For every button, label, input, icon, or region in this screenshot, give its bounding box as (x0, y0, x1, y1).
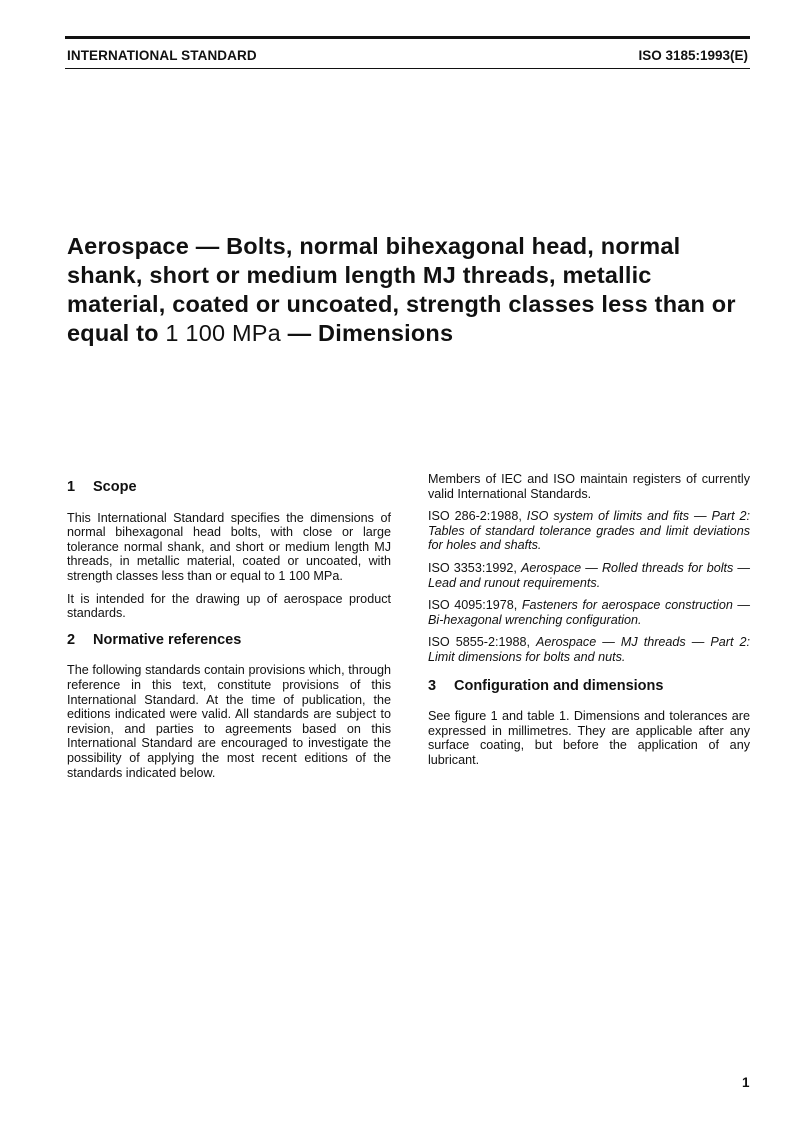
scope-paragraph-1: This International Standard specifies the dimensions of normal bihexagonal head bolts, with close or large tolerance normal shank, and short or medium length MJ threads, in metallic material, coated or uncoated, with strength classes less than or equal to 1 100 MPa. (67, 510, 391, 583)
reference-item (428, 561, 750, 590)
reference-title: Aerospace — Rolled threads for bolts — Lead and runout requirements. (428, 560, 750, 590)
left-column (67, 472, 391, 788)
header-rule-top (65, 36, 750, 39)
reference-item (428, 509, 750, 553)
right-column (428, 472, 750, 776)
section-heading-normative-references (67, 633, 391, 648)
reference-number: ISO 286-2:1988, (428, 509, 522, 524)
document-type-label: INTERNATIONAL STANDARD (67, 48, 257, 63)
reference-number: ISO 5855-2:1988, (428, 635, 530, 650)
scope-paragraph-2: It is intended for the drawing up of aerospace product standards. (67, 591, 391, 621)
reference-item (428, 635, 750, 664)
configuration-paragraph: See figure 1 and table 1. Dimensions and tolerances are expressed in millimetres. They are applicable after any surface coating, but before the application of any lubricant. (428, 709, 750, 767)
title-main: Aerospace — Bolts, normal bihexagonal head, normal shank, short or medium length MJ threads, metallic material, coated or uncoated, strength classes less than or equal to (67, 233, 736, 346)
title-tail: — Dimensions (287, 320, 454, 346)
header-rule-bottom (65, 68, 750, 69)
section-title: Configuration and dimensions (454, 677, 664, 694)
normative-paragraph-1: The following standards contain provisions which, through reference in this text, constitute provisions of this International Standard. At the time of publication, the editions indicated were valid. All standards are subject to revision, and parties to agreements based on this International Standard are encouraged to investigate the possibility of applying the most recent editions of the standards indicated below. (67, 663, 391, 780)
title-value: 1 100 MPa (165, 320, 281, 346)
normative-paragraph-2: Members of IEC and ISO maintain registers of currently valid International Standards. (428, 472, 750, 501)
reference-number: ISO 3353:1992, (428, 560, 517, 575)
section-number: 1 (67, 479, 76, 495)
reference-item (428, 598, 750, 627)
section-number: 2 (67, 631, 76, 648)
reference-number: ISO 4095:1978, (428, 598, 518, 613)
section-title: Scope (93, 479, 137, 495)
reference-title: ISO system of limits and fits — Part 2: Tables of standard tolerance grades and limit deviations for holes and shafts. (428, 509, 750, 553)
section-number: 3 (428, 677, 437, 694)
standard-number: ISO 3185:1993(E) (638, 48, 748, 63)
reference-title: Fasteners for aerospace construction — Bi-hexagonal wrenching configuration. (428, 598, 750, 627)
page-number: 1 (742, 1075, 750, 1090)
section-title: Normative references (93, 631, 242, 648)
section-heading-configuration (428, 679, 750, 694)
document-title (67, 232, 747, 348)
reference-title: Aerospace — MJ threads — Part 2: Limit dimensions for bolts and nuts. (428, 635, 751, 664)
section-heading-scope (67, 480, 391, 495)
